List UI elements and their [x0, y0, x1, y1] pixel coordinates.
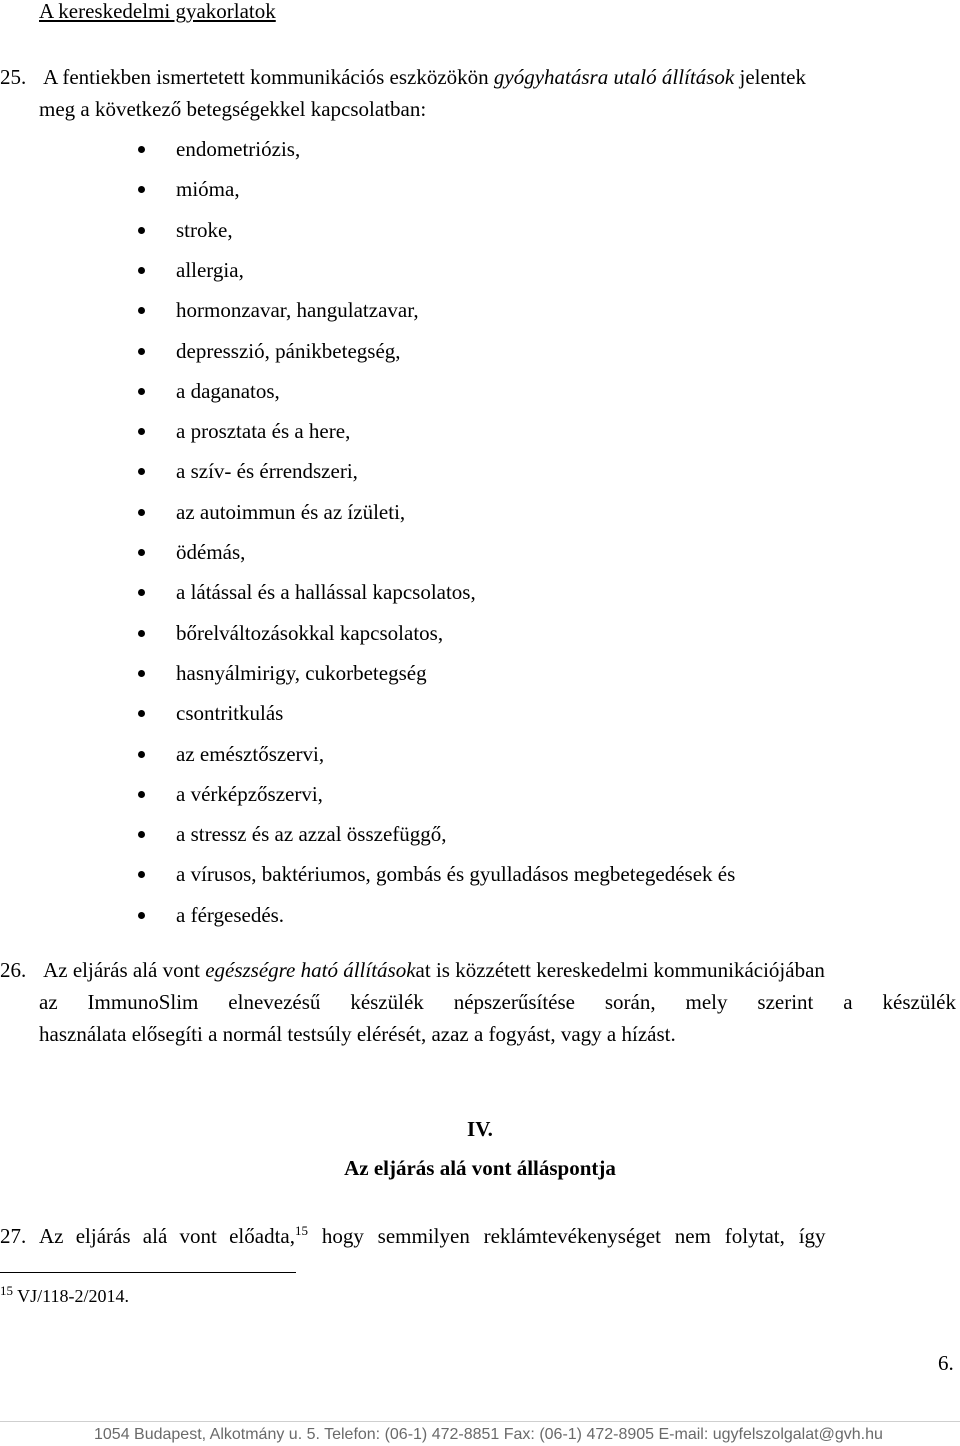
paragraph-number: 26.	[0, 958, 27, 982]
page-number: 6.	[938, 1351, 954, 1375]
bullet-icon	[138, 549, 145, 556]
bullet-icon	[138, 428, 145, 435]
list-item-text: a vérképzőszervi,	[176, 781, 323, 806]
paragraph-26-line-2: az ImmunoSlim elnevezésű készülék népszerűsítése során, mely szerint a készülék	[39, 990, 956, 1014]
paragraph-26-line-1: 26. Az eljárás alá vont egészségre ható állításokat is közzétett kereskedelmi kommunikációjában	[0, 958, 825, 982]
list-item-text: csontritkulás	[176, 701, 284, 726]
paragraph-number: 25.	[0, 65, 27, 89]
list-item-text: hormonzavar, hangulatzavar,	[176, 298, 419, 323]
bullet-icon	[138, 146, 145, 153]
section-heading: A kereskedelmi gyakorlatok	[39, 0, 276, 23]
list-item-text: mióma,	[176, 177, 240, 202]
bullet-icon	[138, 871, 145, 878]
bullet-icon	[138, 348, 145, 355]
list-item-text: a stressz és az azzal összefüggő,	[176, 822, 447, 847]
footer-contact: 1054 Budapest, Alkotmány u. 5. Telefon: (06-1) 472-8851 Fax: (06-1) 472-8905 E-mail: ugyfelszolgalat@gvh.hu	[94, 1426, 883, 1443]
list-item-text: bőrelváltozásokkal kapcsolatos,	[176, 620, 444, 645]
footnote: $^{15}$ VJ/118-2/2014.	[0, 1283, 130, 1306]
list-item-text: depresszió, pánikbetegség,	[176, 338, 401, 363]
footer-divider	[0, 1421, 960, 1422]
list-item-text: ödémás,	[176, 540, 246, 564]
list-item-text: endometriózis,	[176, 137, 301, 161]
list-item-text: allergia,	[176, 257, 244, 282]
bullet-icon	[138, 831, 145, 838]
bullet-icon	[138, 670, 145, 677]
footnote-divider	[0, 1272, 296, 1273]
footnote-number: 15	[0, 1283, 13, 1298]
bullet-icon	[138, 227, 145, 234]
list-item-text: az autoimmun és az ízületi,	[176, 499, 406, 524]
bullet-icon	[138, 630, 145, 637]
bullet-icon	[138, 509, 145, 516]
section-roman-numeral: IV.	[467, 1117, 493, 1141]
bullet-icon	[138, 307, 145, 314]
bullet-icon	[138, 186, 145, 193]
list-item-text: a szív- és érrendszeri,	[176, 459, 358, 484]
footnote-ref[interactable]: 15	[294, 1223, 308, 1238]
bullet-icon	[138, 267, 145, 274]
paragraph-25-line-2: meg a következő betegségekkel kapcsolatban:	[39, 97, 427, 121]
list-item-text: a prosztata és a here,	[176, 419, 351, 444]
bullet-icon	[138, 791, 145, 798]
bullet-icon	[138, 589, 145, 596]
list-item-text: hasnyálmirigy, cukorbetegség	[176, 660, 427, 685]
list-item-text: a daganatos,	[176, 378, 280, 403]
paragraph-27-line-1: 27. Az eljárás alá vont előadta,$^{15}$ hogy semmilyen reklámtevékenységet nem folytat, így	[0, 1223, 826, 1248]
list-item-text: a vírusos, baktériumos, gombás és gyulladásos megbetegedések és	[176, 862, 736, 887]
list-item-text: az emésztőszervi,	[176, 741, 325, 766]
list-item-text: stroke,	[176, 217, 233, 242]
bullet-icon	[138, 710, 145, 717]
bullet-icon	[138, 912, 145, 919]
paragraph-25-line-1: 25. A fentiekben ismertetett kommunikációs eszközökön gyógyhatásra utaló állítások jelentek	[0, 65, 806, 89]
list-item-text: a látással és a hallással kapcsolatos,	[176, 580, 476, 605]
bullet-icon	[138, 388, 145, 395]
bullet-icon	[138, 751, 145, 758]
bullet-icon	[138, 468, 145, 475]
list-item-text: a férgesedés.	[176, 902, 285, 927]
paragraph-number: 27.	[0, 1224, 27, 1248]
paragraph-26-line-3: használata elősegíti a normál testsúly elérését, azaz a fogyást, vagy a hízást.	[39, 1022, 676, 1046]
section-title: Az eljárás alá vont álláspontja	[344, 1156, 616, 1180]
